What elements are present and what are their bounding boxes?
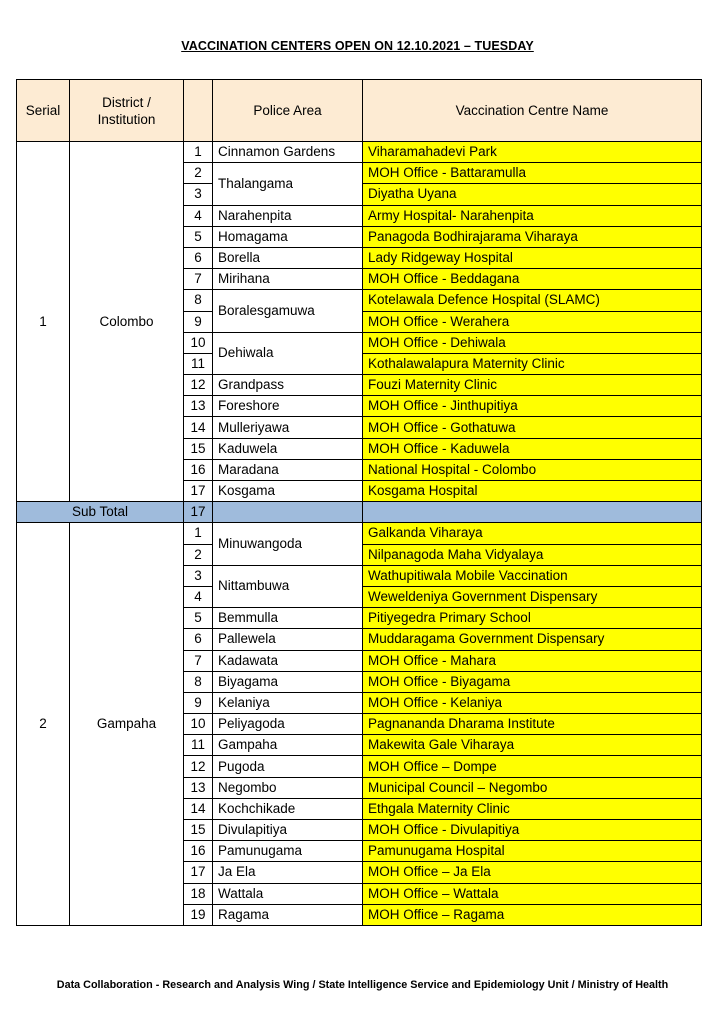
- row-number-cell: 3: [184, 565, 213, 586]
- row-number-cell: 11: [184, 353, 213, 374]
- police-area-cell: Kelaniya: [213, 692, 363, 713]
- police-area-cell: Ja Ela: [213, 862, 363, 883]
- vaccination-centre-cell: Viharamahadevi Park: [363, 142, 702, 163]
- row-number-cell: 15: [184, 820, 213, 841]
- vaccination-centre-cell: MOH Office - Gothatuwa: [363, 417, 702, 438]
- row-number-cell: 3: [184, 184, 213, 205]
- vaccination-centre-cell: Panagoda Bodhirajarama Viharaya: [363, 226, 702, 247]
- vaccination-centre-cell: Municipal Council – Negombo: [363, 777, 702, 798]
- police-area-cell: Peliyagoda: [213, 714, 363, 735]
- subtotal-value: 17: [184, 502, 213, 523]
- table-row: [17, 523, 702, 544]
- table-header-row: [17, 80, 702, 142]
- vaccination-centre-cell: Muddaragama Government Dispensary: [363, 629, 702, 650]
- vaccination-centre-cell: Pamunugama Hospital: [363, 841, 702, 862]
- row-number-cell: 16: [184, 459, 213, 480]
- police-area-cell: Cinnamon Gardens: [213, 142, 363, 163]
- row-number-cell: 17: [184, 481, 213, 502]
- colombo-section: [17, 142, 702, 502]
- vaccination-centre-cell: Ethgala Maternity Clinic: [363, 798, 702, 819]
- police-area-cell: Nittambuwa: [213, 565, 363, 607]
- vaccination-centre-cell: MOH Office – Dompe: [363, 756, 702, 777]
- vaccination-centre-cell: MOH Office - Werahera: [363, 311, 702, 332]
- police-area-cell: Borella: [213, 247, 363, 268]
- row-number-cell: 4: [184, 586, 213, 607]
- vaccination-centre-cell: Kosgama Hospital: [363, 481, 702, 502]
- police-area-cell: Grandpass: [213, 375, 363, 396]
- header-district-label: District / Institution: [97, 94, 156, 127]
- district-cell: Gampaha: [70, 523, 184, 926]
- row-number-cell: 13: [184, 777, 213, 798]
- police-area-cell: Mirihana: [213, 269, 363, 290]
- subtotal-police-blank: [213, 502, 363, 523]
- row-number-cell: 10: [184, 714, 213, 735]
- serial-cell: 1: [17, 142, 70, 502]
- row-number-cell: 13: [184, 396, 213, 417]
- police-area-cell: Maradana: [213, 459, 363, 480]
- row-number-cell: 2: [184, 544, 213, 565]
- vaccination-centre-cell: MOH Office - Kelaniya: [363, 692, 702, 713]
- row-number-cell: 12: [184, 756, 213, 777]
- district-cell: Colombo: [70, 142, 184, 502]
- gampaha-section: [17, 523, 702, 926]
- police-area-cell: Kosgama: [213, 481, 363, 502]
- police-area-cell: Homagama: [213, 226, 363, 247]
- row-number-cell: 14: [184, 798, 213, 819]
- police-area-cell: Kochchikade: [213, 798, 363, 819]
- vaccination-centre-cell: Kothalawalapura Maternity Clinic: [363, 353, 702, 374]
- row-number-cell: 6: [184, 247, 213, 268]
- vaccination-centre-cell: Wathupitiwala Mobile Vaccination: [363, 565, 702, 586]
- police-area-cell: Thalangama: [213, 163, 363, 205]
- vaccination-centre-cell: Nilpanagoda Maha Vidyalaya: [363, 544, 702, 565]
- row-number-cell: 19: [184, 904, 213, 925]
- police-area-cell: Negombo: [213, 777, 363, 798]
- police-area-cell: Kaduwela: [213, 438, 363, 459]
- vaccination-centre-cell: Makewita Gale Viharaya: [363, 735, 702, 756]
- header-serial: Serial: [17, 80, 70, 142]
- vaccination-centre-cell: MOH Office - Mahara: [363, 650, 702, 671]
- police-area-cell: Bemmulla: [213, 608, 363, 629]
- header-number: [184, 80, 213, 142]
- vaccination-centres-table: [16, 79, 702, 926]
- row-number-cell: 8: [184, 671, 213, 692]
- row-number-cell: 17: [184, 862, 213, 883]
- police-area-cell: Pallewela: [213, 629, 363, 650]
- vaccination-centre-cell: Pitiyegedra Primary School: [363, 608, 702, 629]
- row-number-cell: 9: [184, 311, 213, 332]
- police-area-cell: Biyagama: [213, 671, 363, 692]
- police-area-cell: Divulapitiya: [213, 820, 363, 841]
- footer-credit: Data Collaboration - Research and Analysis Wing / State Intelligence Service and Epidemiology Unit / Ministry of Health: [56, 979, 669, 991]
- vaccination-centre-cell: Weweldeniya Government Dispensary: [363, 586, 702, 607]
- police-area-cell: Minuwangoda: [213, 523, 363, 565]
- vaccination-centre-cell: National Hospital - Colombo: [363, 459, 702, 480]
- row-number-cell: 6: [184, 629, 213, 650]
- header-centre-name: Vaccination Centre Name: [363, 80, 702, 142]
- vaccination-centre-cell: MOH Office – Ragama: [363, 904, 702, 925]
- police-area-cell: Pugoda: [213, 756, 363, 777]
- subtotal-centre-blank: [363, 502, 702, 523]
- vaccination-centre-cell: MOH Office - Beddagana: [363, 269, 702, 290]
- vaccination-centre-cell: MOH Office - Biyagama: [363, 671, 702, 692]
- vaccination-centre-cell: MOH Office - Divulapitiya: [363, 820, 702, 841]
- vaccination-centre-cell: MOH Office - Jinthupitiya: [363, 396, 702, 417]
- subtotal-section: [17, 502, 702, 523]
- row-number-cell: 15: [184, 438, 213, 459]
- subtotal-row: [17, 502, 702, 523]
- police-area-cell: Kadawata: [213, 650, 363, 671]
- document-title: VACCINATION CENTERS OPEN ON 12.10.2021 – TUESDAY: [181, 39, 534, 53]
- row-number-cell: 16: [184, 841, 213, 862]
- row-number-cell: 12: [184, 375, 213, 396]
- police-area-cell: Foreshore: [213, 396, 363, 417]
- row-number-cell: 8: [184, 290, 213, 311]
- row-number-cell: 7: [184, 269, 213, 290]
- police-area-cell: Mulleriyawa: [213, 417, 363, 438]
- row-number-cell: 4: [184, 205, 213, 226]
- vaccination-centre-cell: Diyatha Uyana: [363, 184, 702, 205]
- row-number-cell: 5: [184, 226, 213, 247]
- vaccination-centre-cell: Galkanda Viharaya: [363, 523, 702, 544]
- row-number-cell: 2: [184, 163, 213, 184]
- vaccination-centre-cell: MOH Office – Ja Ela: [363, 862, 702, 883]
- row-number-cell: 11: [184, 735, 213, 756]
- row-number-cell: 1: [184, 142, 213, 163]
- row-number-cell: 9: [184, 692, 213, 713]
- police-area-cell: Dehiwala: [213, 332, 363, 374]
- header-district: [70, 80, 184, 142]
- row-number-cell: 14: [184, 417, 213, 438]
- vaccination-centre-cell: MOH Office - Kaduwela: [363, 438, 702, 459]
- serial-cell: 2: [17, 523, 70, 926]
- vaccination-centre-cell: Fouzi Maternity Clinic: [363, 375, 702, 396]
- police-area-cell: Pamunugama: [213, 841, 363, 862]
- table-row: [17, 142, 702, 163]
- vaccination-centre-cell: Kotelawala Defence Hospital (SLAMC): [363, 290, 702, 311]
- vaccination-centre-cell: Pagnananda Dharama Institute: [363, 714, 702, 735]
- vaccination-centre-cell: MOH Office – Wattala: [363, 883, 702, 904]
- row-number-cell: 18: [184, 883, 213, 904]
- row-number-cell: 5: [184, 608, 213, 629]
- row-number-cell: 7: [184, 650, 213, 671]
- row-number-cell: 1: [184, 523, 213, 544]
- vaccination-centre-cell: MOH Office - Dehiwala: [363, 332, 702, 353]
- police-area-cell: Wattala: [213, 883, 363, 904]
- police-area-cell: Ragama: [213, 904, 363, 925]
- police-area-cell: Narahenpita: [213, 205, 363, 226]
- subtotal-label: Sub Total: [17, 502, 184, 523]
- police-area-cell: Gampaha: [213, 735, 363, 756]
- header-police-area: Police Area: [213, 80, 363, 142]
- vaccination-centre-cell: Army Hospital- Narahenpita: [363, 205, 702, 226]
- row-number-cell: 10: [184, 332, 213, 353]
- vaccination-centre-cell: Lady Ridgeway Hospital: [363, 247, 702, 268]
- police-area-cell: Boralesgamuwa: [213, 290, 363, 332]
- vaccination-centre-cell: MOH Office - Battaramulla: [363, 163, 702, 184]
